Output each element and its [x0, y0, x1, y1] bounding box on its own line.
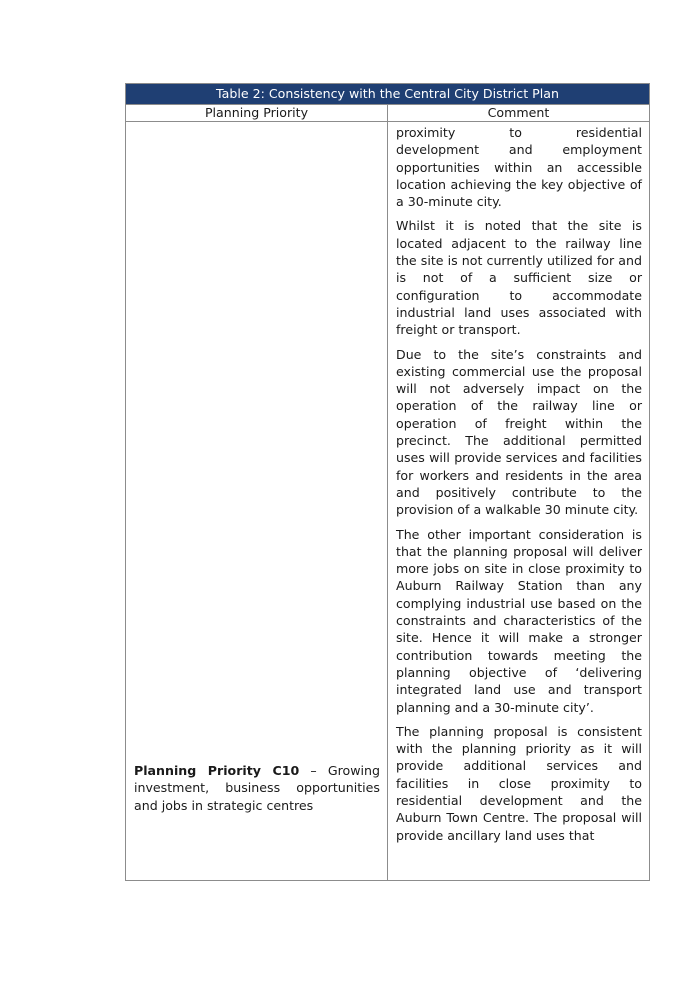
consistency-table	[125, 83, 650, 881]
column-divider	[387, 122, 388, 880]
priority-label: Planning Priority C10	[134, 763, 300, 778]
priority-cell	[126, 122, 387, 880]
table-title: Table 2: Consistency with the Central City District Plan	[126, 84, 649, 104]
comment-paragraph-3: Due to the site’s constraints and existing commercial use the proposal will not adversely impact on the operation of the railway line or operation of freight within the precinct. The additional permitted uses will provide services and facilities for workers and residents in the area and positively contribute to the provision of a walkable 30 minute city.	[396, 346, 642, 518]
comment-paragraph-1-first-line: proximity to residential	[396, 125, 642, 140]
comment-paragraph-2: Whilst it is noted that the site is located adjacent to the railway line the site is not currently utilized for and is not of a sufficient size or configuration to accommodate industrial land uses associated with freight or transport.	[396, 218, 642, 338]
table-body-row	[126, 122, 649, 880]
priority-description: – Growing investment, business opportunities and jobs in strategic centres	[134, 763, 380, 813]
table-header-row	[126, 104, 649, 122]
comment-paragraph-1	[396, 124, 642, 210]
comment-paragraph-5: The planning proposal is consistent with the planning priority as it will provide additional services and facilities in close proximity to residential development and the Auburn Town Centre. The proposal will provide ancillary land uses that	[396, 723, 642, 843]
planning-priority-c10	[134, 762, 380, 814]
comment-paragraph-1-rest: development and employment opportunities within an accessible location achieving the key objective of a 30-minute city.	[396, 142, 642, 210]
header-comment: Comment	[487, 105, 550, 120]
comment-cell	[396, 124, 642, 844]
comment-paragraph-4: The other important consideration is that the planning proposal will deliver more jobs on site in close proximity to Auburn Railway Station than any complying industrial use based on the constraints and characteristics of the site. Hence it will make a stronger contribution towards meeting the planning objective of ‘delivering integrated land use and transport planning and a 30-minute city’.	[396, 526, 642, 715]
header-planning-priority: Planning Priority	[126, 105, 388, 121]
